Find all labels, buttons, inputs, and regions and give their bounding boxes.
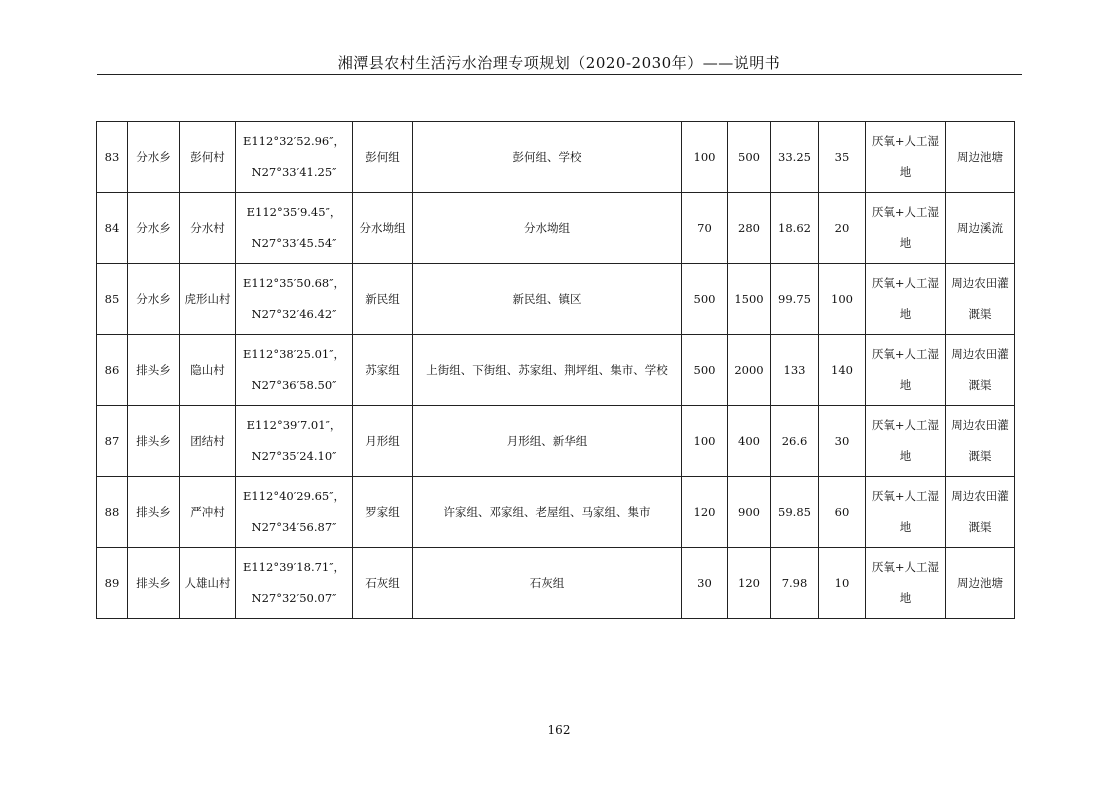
village-cell: 彭何村: [180, 122, 236, 193]
table-row: [97, 477, 1015, 548]
treatment-process-cell-line: 地: [899, 378, 912, 392]
township-cell: 分水乡: [128, 122, 180, 193]
coordinates-cell: [236, 193, 353, 264]
coordinates-cell: [236, 406, 353, 477]
latitude-text: N27°33′41.25″: [251, 165, 337, 179]
coordinates-cell: [236, 264, 353, 335]
row-number-cell: 84: [97, 193, 128, 264]
row-number-cell: 85: [97, 264, 128, 335]
design-capacity-cell: 20: [819, 193, 866, 264]
table-row: [97, 548, 1015, 619]
households-cell: 100: [682, 122, 728, 193]
households-cell: 500: [682, 335, 728, 406]
discharge-destination-cell-line: 周边池塘: [957, 149, 1003, 164]
discharge-destination-cell-line: 周边农田灌: [951, 418, 1009, 432]
treatment-process-cell: [866, 122, 946, 193]
discharge-destination-cell: [946, 335, 1015, 406]
discharge-destination-cell-line: 周边溪流: [957, 220, 1003, 235]
treatment-process-cell-line: 厌氧+人工湿: [871, 489, 940, 503]
treatment-process-cell-line: 厌氧+人工湿: [871, 560, 940, 574]
township-cell: 分水乡: [128, 193, 180, 264]
population-cell: 120: [728, 548, 771, 619]
longitude-text: E112°38′25.01″，: [242, 347, 346, 361]
design-capacity-cell: 100: [819, 264, 866, 335]
population-cell: 500: [728, 122, 771, 193]
households-cell: 120: [682, 477, 728, 548]
treatment-process-cell-line: 厌氧+人工湿: [871, 418, 940, 432]
treatment-process-cell-line: 厌氧+人工湿: [871, 276, 940, 290]
coordinates-cell: [236, 548, 353, 619]
sewage-volume-cell: 133: [771, 335, 819, 406]
treatment-process-cell-line: 厌氧+人工湿: [871, 347, 940, 361]
village-cell: 虎形山村: [180, 264, 236, 335]
table-row: [97, 335, 1015, 406]
design-capacity-cell: 35: [819, 122, 866, 193]
sewage-volume-cell: 18.62: [771, 193, 819, 264]
households-cell: 30: [682, 548, 728, 619]
township-cell: 排头乡: [128, 477, 180, 548]
sewage-volume-cell: 59.85: [771, 477, 819, 548]
site-group-cell: 石灰组: [353, 548, 413, 619]
site-group-cell: 彭何组: [353, 122, 413, 193]
population-cell: 400: [728, 406, 771, 477]
service-coverage-cell: 彭何组、学校: [413, 122, 682, 193]
sewage-volume-cell: 26.6: [771, 406, 819, 477]
row-number-cell: 87: [97, 406, 128, 477]
service-coverage-cell: 上街组、下街组、苏家组、荆坪组、集市、学校: [413, 335, 682, 406]
treatment-process-cell-line: 地: [899, 307, 912, 321]
table-row: [97, 193, 1015, 264]
population-cell: 2000: [728, 335, 771, 406]
discharge-destination-cell-line: 周边农田灌: [951, 276, 1009, 290]
table-row: [97, 122, 1015, 193]
site-group-cell: 新民组: [353, 264, 413, 335]
design-capacity-cell: 30: [819, 406, 866, 477]
discharge-destination-cell-line: 周边农田灌: [951, 347, 1009, 361]
sewage-volume-cell: 33.25: [771, 122, 819, 193]
latitude-text: N27°36′58.50″: [251, 378, 337, 392]
site-group-cell: 罗家组: [353, 477, 413, 548]
discharge-destination-cell-line: 周边农田灌: [951, 489, 1009, 503]
row-number-cell: 89: [97, 548, 128, 619]
township-cell: 排头乡: [128, 335, 180, 406]
treatment-process-cell-line: 地: [899, 236, 912, 250]
township-cell: 分水乡: [128, 264, 180, 335]
treatment-process-cell-line: 厌氧+人工湿: [871, 134, 940, 148]
population-cell: 900: [728, 477, 771, 548]
service-coverage-cell: 月形组、新华组: [413, 406, 682, 477]
discharge-destination-cell-line: 周边池塘: [957, 575, 1003, 590]
discharge-destination-cell: [946, 548, 1015, 619]
site-group-cell: 苏家组: [353, 335, 413, 406]
coordinates-cell: [236, 335, 353, 406]
latitude-text: N27°33′45.54″: [251, 236, 337, 250]
table-row: [97, 406, 1015, 477]
treatment-process-cell-line: 厌氧+人工湿: [871, 205, 940, 219]
village-cell: 团结村: [180, 406, 236, 477]
facility-table: [96, 121, 1015, 619]
page-number: 162: [547, 723, 571, 737]
sewage-volume-cell: 99.75: [771, 264, 819, 335]
longitude-text: E112°39′7.01″，: [246, 418, 342, 432]
longitude-text: E112°35′9.45″，: [246, 205, 342, 219]
service-coverage-cell: 分水坳组: [413, 193, 682, 264]
village-cell: 隐山村: [180, 335, 236, 406]
design-capacity-cell: 140: [819, 335, 866, 406]
discharge-destination-cell: [946, 122, 1015, 193]
village-cell: 严冲村: [180, 477, 236, 548]
population-cell: 280: [728, 193, 771, 264]
service-coverage-cell: 许家组、邓家组、老屋组、马家组、集市: [413, 477, 682, 548]
population-cell: 1500: [728, 264, 771, 335]
treatment-process-cell-line: 地: [899, 520, 912, 534]
service-coverage-cell: 新民组、镇区: [413, 264, 682, 335]
discharge-destination-cell-line: 溉渠: [968, 378, 992, 392]
households-cell: 70: [682, 193, 728, 264]
discharge-destination-cell-line: 溉渠: [968, 307, 992, 321]
table-row: [97, 264, 1015, 335]
latitude-text: N27°32′46.42″: [251, 307, 337, 321]
page-header-title: 湘潭县农村生活污水治理专项规划（2020-2030年）——说明书: [337, 54, 781, 72]
treatment-process-cell-line: 地: [899, 165, 912, 179]
latitude-text: N27°35′24.10″: [251, 449, 337, 463]
treatment-process-cell: [866, 406, 946, 477]
latitude-text: N27°34′56.87″: [251, 520, 337, 534]
longitude-text: E112°39′18.71″，: [242, 560, 346, 574]
households-cell: 100: [682, 406, 728, 477]
coordinates-cell: [236, 122, 353, 193]
village-cell: 分水村: [180, 193, 236, 264]
discharge-destination-cell: [946, 193, 1015, 264]
longitude-text: E112°40′29.65″，: [242, 489, 346, 503]
coordinates-cell: [236, 477, 353, 548]
service-coverage-cell: 石灰组: [413, 548, 682, 619]
township-cell: 排头乡: [128, 548, 180, 619]
village-cell: 人雄山村: [180, 548, 236, 619]
row-number-cell: 88: [97, 477, 128, 548]
treatment-process-cell: [866, 548, 946, 619]
header-divider: [97, 74, 1022, 75]
treatment-process-cell: [866, 193, 946, 264]
table-body: [97, 122, 1015, 619]
design-capacity-cell: 10: [819, 548, 866, 619]
treatment-process-cell-line: 地: [899, 591, 912, 605]
discharge-destination-cell: [946, 406, 1015, 477]
treatment-process-cell: [866, 264, 946, 335]
treatment-process-cell: [866, 477, 946, 548]
treatment-process-cell-line: 地: [899, 449, 912, 463]
discharge-destination-cell-line: 溉渠: [968, 520, 992, 534]
row-number-cell: 86: [97, 335, 128, 406]
sewage-volume-cell: 7.98: [771, 548, 819, 619]
treatment-process-cell: [866, 335, 946, 406]
site-group-cell: 分水坳组: [353, 193, 413, 264]
longitude-text: E112°35′50.68″，: [242, 276, 346, 290]
discharge-destination-cell: [946, 477, 1015, 548]
households-cell: 500: [682, 264, 728, 335]
discharge-destination-cell-line: 溉渠: [968, 449, 992, 463]
township-cell: 排头乡: [128, 406, 180, 477]
row-number-cell: 83: [97, 122, 128, 193]
longitude-text: E112°32′52.96″，: [242, 134, 346, 148]
latitude-text: N27°32′50.07″: [251, 591, 337, 605]
discharge-destination-cell: [946, 264, 1015, 335]
site-group-cell: 月形组: [353, 406, 413, 477]
design-capacity-cell: 60: [819, 477, 866, 548]
